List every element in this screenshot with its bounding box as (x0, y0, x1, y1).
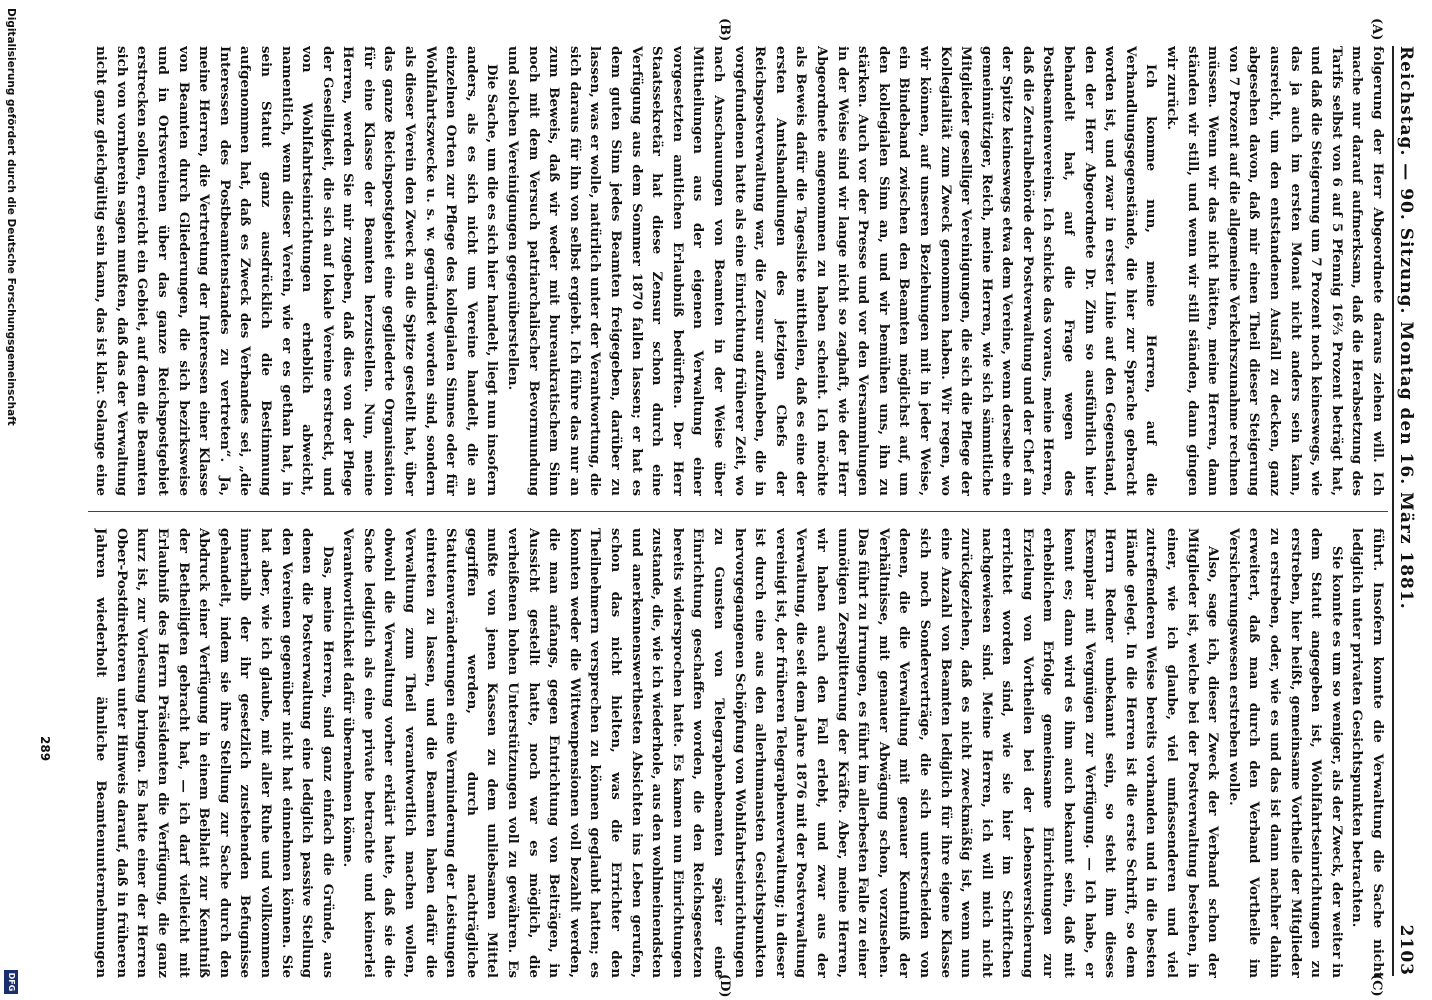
left-column (88, 46, 1388, 496)
left-paragraph: Die Sache, um die es sich hier handelt, liegt nun insofern anders, als es sich nicht um Vereine handelt, die an einzelnen Orten zur Pflege des kollegialen Sinnes oder für Wohlfahrtszwecke u. s. w. gegründet worden sind, sondern als dieser Verein den Zweck an die Spitze gestellt hat, über das ganze Reichspostgebiet eine gegliederte Organisation für eine Klasse der Beamten herzustellen. Nun, meine Herren, werden Sie mir zugeben, daß dies von der Pflege der Geselligkeit, die sich auf lokale Vereine erstreckt, und von Wohlfahrtseinrichtungen erheblich abweicht, namentlich, wenn dieser Verein, wie er es gethan hat, in sein Statut ganz ausdrücklich die Bestimmung aufgenommen hat, daß es Zweck des Verbandes sei, „die Interessen des Postbeamtenstandes zu vertreten“. Ja, meine Herren, die Vertretung der Interessen einer Klasse von Beamten durch Gliederungen, die sich bezirksweise und in Ortsvereinen über das ganze Reichspostgebiet erstrecken sollen, erreicht ein Gebiet, auf dem die Beamten sich von vornherein sagen mußten, daß das der Verwaltung nicht ganz gleichgültig sein kann, das ist klar. Solange eine (93, 46, 501, 496)
page-footer (32, 46, 52, 976)
right-paragraph: Also, sage ich, dieser Zweck der Verband schon der Mitglieder ist, welche bei der Postverwaltung bestehen, in einer, wie ich glaube, viel umfassenderen und viel zutreffenderen Weise bereits vorhanden und in die besten Hände gelegt. In die Herren ist die erste Schrift, so dem Herrn Redner unbekannt sein, so steht ihm dieses Exemplar mit Vergnügen zur Verfügung. — Ich habe, er kennt es; dann wird es ihm auch bekannt sein, daß mit erheblichem Erfolge gemeinsame Einrichtungen zur Erzielung von Vortheilen bei der Lebensversicherung errichtet worden sind, wie sie hier im Schriftchen nachgewiesen sind. Meine Herren, ich will mich nicht zurückgeziehen, daß es nicht zweckmäßig ist, wenn nun eine Anzahl von Beamten lediglich für ihre eigene Klasse sich noch Sonderverträge, die sich unterscheiden von denen, die die Verwaltung mit genauer Kenntniß der Verhältnisse, mit genauer Abwägung schon, vorzusehen. Das führt zu Irrungen, es führt im allerbesten Falle zu einer unnötigen Zersplitterung der Kräfte. Aber, meine Herren, wir haben auch den Fall erlebt, und zwar aus der Verwaltung, die seit dem Jahre 1876 mit der Postverwaltung vereinigt ist, der früheren Telegraphenverwaltung; in dieser ist durch eine aus den allerhumansten Gesichtspunkten hervorgegangenen Schöpfung von Wohlfahrtseinrichtungen zu Gunsten von Telegraphenbeamten später eine Einrichtung geschaffen worden, die den Reichsgesetzen bereits widersprochen hatte. Es kamen nun Einrichtungen zustande, die, wie ich wiederhole, aus den wohlmeinendsten und anerkennenswerthesten Absichten ins Leben gerufen, schon das nicht hielten, was die Errichter den Theilnehmern versprechen zu können geglaubt hatten; es konnten weder die Wittwenpensionen voll bezahlt werden, die man anfangs, gegen Entrichtung von Beiträgen, in Aussicht gestellt hatte, noch war es möglich, die verheißenen hohen Unterstützungen voll zu gewähren. Es mußte von jenen Kassen zu dem unliebsamen Mittel gegriffen werden, durch nachträgliche Statutenveränderungen eine Verminderung der Leistungen eintreten zu lassen, und die Beamten haben dafür die Verwaltung zum Theil verantwortlich machen wollen, obwohl die Verwaltung vorher erklärt hatte, daß sie die Sache lediglich als eine private betrachte und keinerlei Verantwortlichkeit dafür übernehmen könne. (340, 528, 1222, 978)
margin-mark-d: (D) (717, 974, 732, 998)
margin-mark-b: (B) (717, 18, 732, 42)
running-header (1390, 46, 1420, 976)
header-rule (1392, 46, 1394, 976)
right-paragraph: Das, meine Herren, sind ganz einfach die Gründe, aus denen die Postverwaltung eine lediglich passive Stellung den Vereinen gegenüber nicht hat einnehmen können. Sie hat aber, wie ich glaube, mit aller Ruhe und vollkommen innerhalb der ihr gesetzlich zustehenden Befugnisse gehandelt, indem sie ihre Stellung zur Sache durch den Abdruck einer Verfügung in einem Beiblatt zur Kenntniß der Betheiligten gebracht hat, — ich darf vielleicht mit Erlaubniß des Herrn Präsidenten die Verfügung, die ganz kurz ist, zur Vorlesung bringen. Es hatte einer der Herren Ober-Postdirektoren unter Hinweis darauf, daß in früheren Jahren wiederholt ähnliche Beamtenunternehmungen (93, 528, 336, 978)
margin-mark-a: (A) (1369, 18, 1384, 41)
header-page-number: 2103 (1396, 924, 1416, 976)
right-paragraph: führt. Insofern konnte die Verwaltung die Sache nicht lediglich unter privaten Gesichtspunkten betrachten. (1349, 528, 1386, 978)
dfg-logo: DFG (4, 970, 18, 994)
left-paragraph: Ich komme nun, meine Herren, auf die Verhandlungsgegenstände, die hier zur Sprache gebracht worden ist, und zwar in erster Linie auf den Gegenstand, den der Herr Abgeordnete Dr. Zinn so ausführlich hier behandelt hat, auf die Frage wegen des Postbeamtenvereins. Ich schicke das voraus, meine Herren, daß die Zentralbehörde der Postverwaltung und der Chef an der Spitze keineswegs etwa dem Vereine, wenn derselbe ein gemeinnütziger, Reich, meine Herren, wie sich sämmtliche Mitglieder geselliger Vereinigungen, die sich die Pflege der Kollegialität zum Zweck genommen haben. Wir regen, wo wir können, auf unseren Beziehungen mit in jeder Weise, ein Bindeband zwischen den Beamten möglichst auf, um den kollegialen Sinn an, und wir bemühen uns, ihn zu stärken. Auch vor der Presse und vor den Versammlungen in der Weise sind wir lange nicht so zaghaft, wie der Herr Abgeordnete angenommen zu haben scheint. Ich möchte als Beweis dafür die Tagesliste mittheilen, daß es eine der ersten Amtshandlungen des jetzigen Chefs der Reichspostverwaltung war, die Zensur aufzuheben, die in vorgefundenen hatte als eine Einrichtung früherer Zeit, wo nach Anschauungen von Beamten in der Weise über Mittheilungen aus der eigenen Verwaltung einer vorgesetzten amtlichen Erlaubniß bedürften. Der Herr Staatssekretär hat diese Zensur schon durch eine Verfügung aus dem Sommer 1870 fallen lassen; er hat es dem guten Sinn jedes Beamten freigegeben, darüber zu lassen, was er wolle, natürlich unter der Verantwortung, die sich daraus für ihn von selbst ergiebt. Ich führe das nur an zum Beweis, daß wir weder mit bureaukratischem Sinn noch mit dem Versuch patriarchalischer Bevormundung und solchen Vereinigungen gegenüberstellen. (505, 46, 1160, 496)
credit-text: Digitalisierung gefördert durch die Deutsche Forschungsgemeinschaft (5, 8, 17, 426)
left-paragraph: folgerung der Herr Abgeordnete daraus ziehen will. Ich mache nur darauf aufmerksam, daß die Herabsetzung des Tarifs selbst von 6 auf 5 Pfennig 16²⁄₃ Prozent beträgt hat, und daß die Steigerung um 7 Prozent noch keineswegs, wie das ja auch im ersten Monat nicht anders sein kann, ausreicht, um den entstandenen Ausfall zu decken, ganz abgesehen davon, daß mir einen Theil dieser Steigerung von 7 Prozent auf die allgemeine Verkehrszunahme rechnen müssen. Wenn wir das nicht hätten, meine Herren, dann ständen wir still, und wenn wir still ständen, dann gingen wir zurück. (1164, 46, 1386, 496)
header-title: Reichstag. — 90. Sitzung. Montag den 16. März 1881. (1396, 46, 1416, 610)
margin-mark-c: (C) (1369, 974, 1384, 997)
right-column (88, 528, 1388, 978)
column-divider (88, 511, 1388, 512)
page-folio: 289 (38, 736, 52, 762)
right-paragraph: Sie konnte es um so weniger, als der Zweck, der weiter in dem Statut angegeben ist, Wohlfahrtseinrichtungen zu erstreben, hier heißt, gemeinsame Vortheile der Mitglieder zu erstreben, oder, wie es und das ist dann nachher dahin erweitert, daß man durch den Verband Vortheile im Versicherungswesen erstreben wolle. (1225, 528, 1345, 978)
digitization-credit (0, 0, 20, 1000)
